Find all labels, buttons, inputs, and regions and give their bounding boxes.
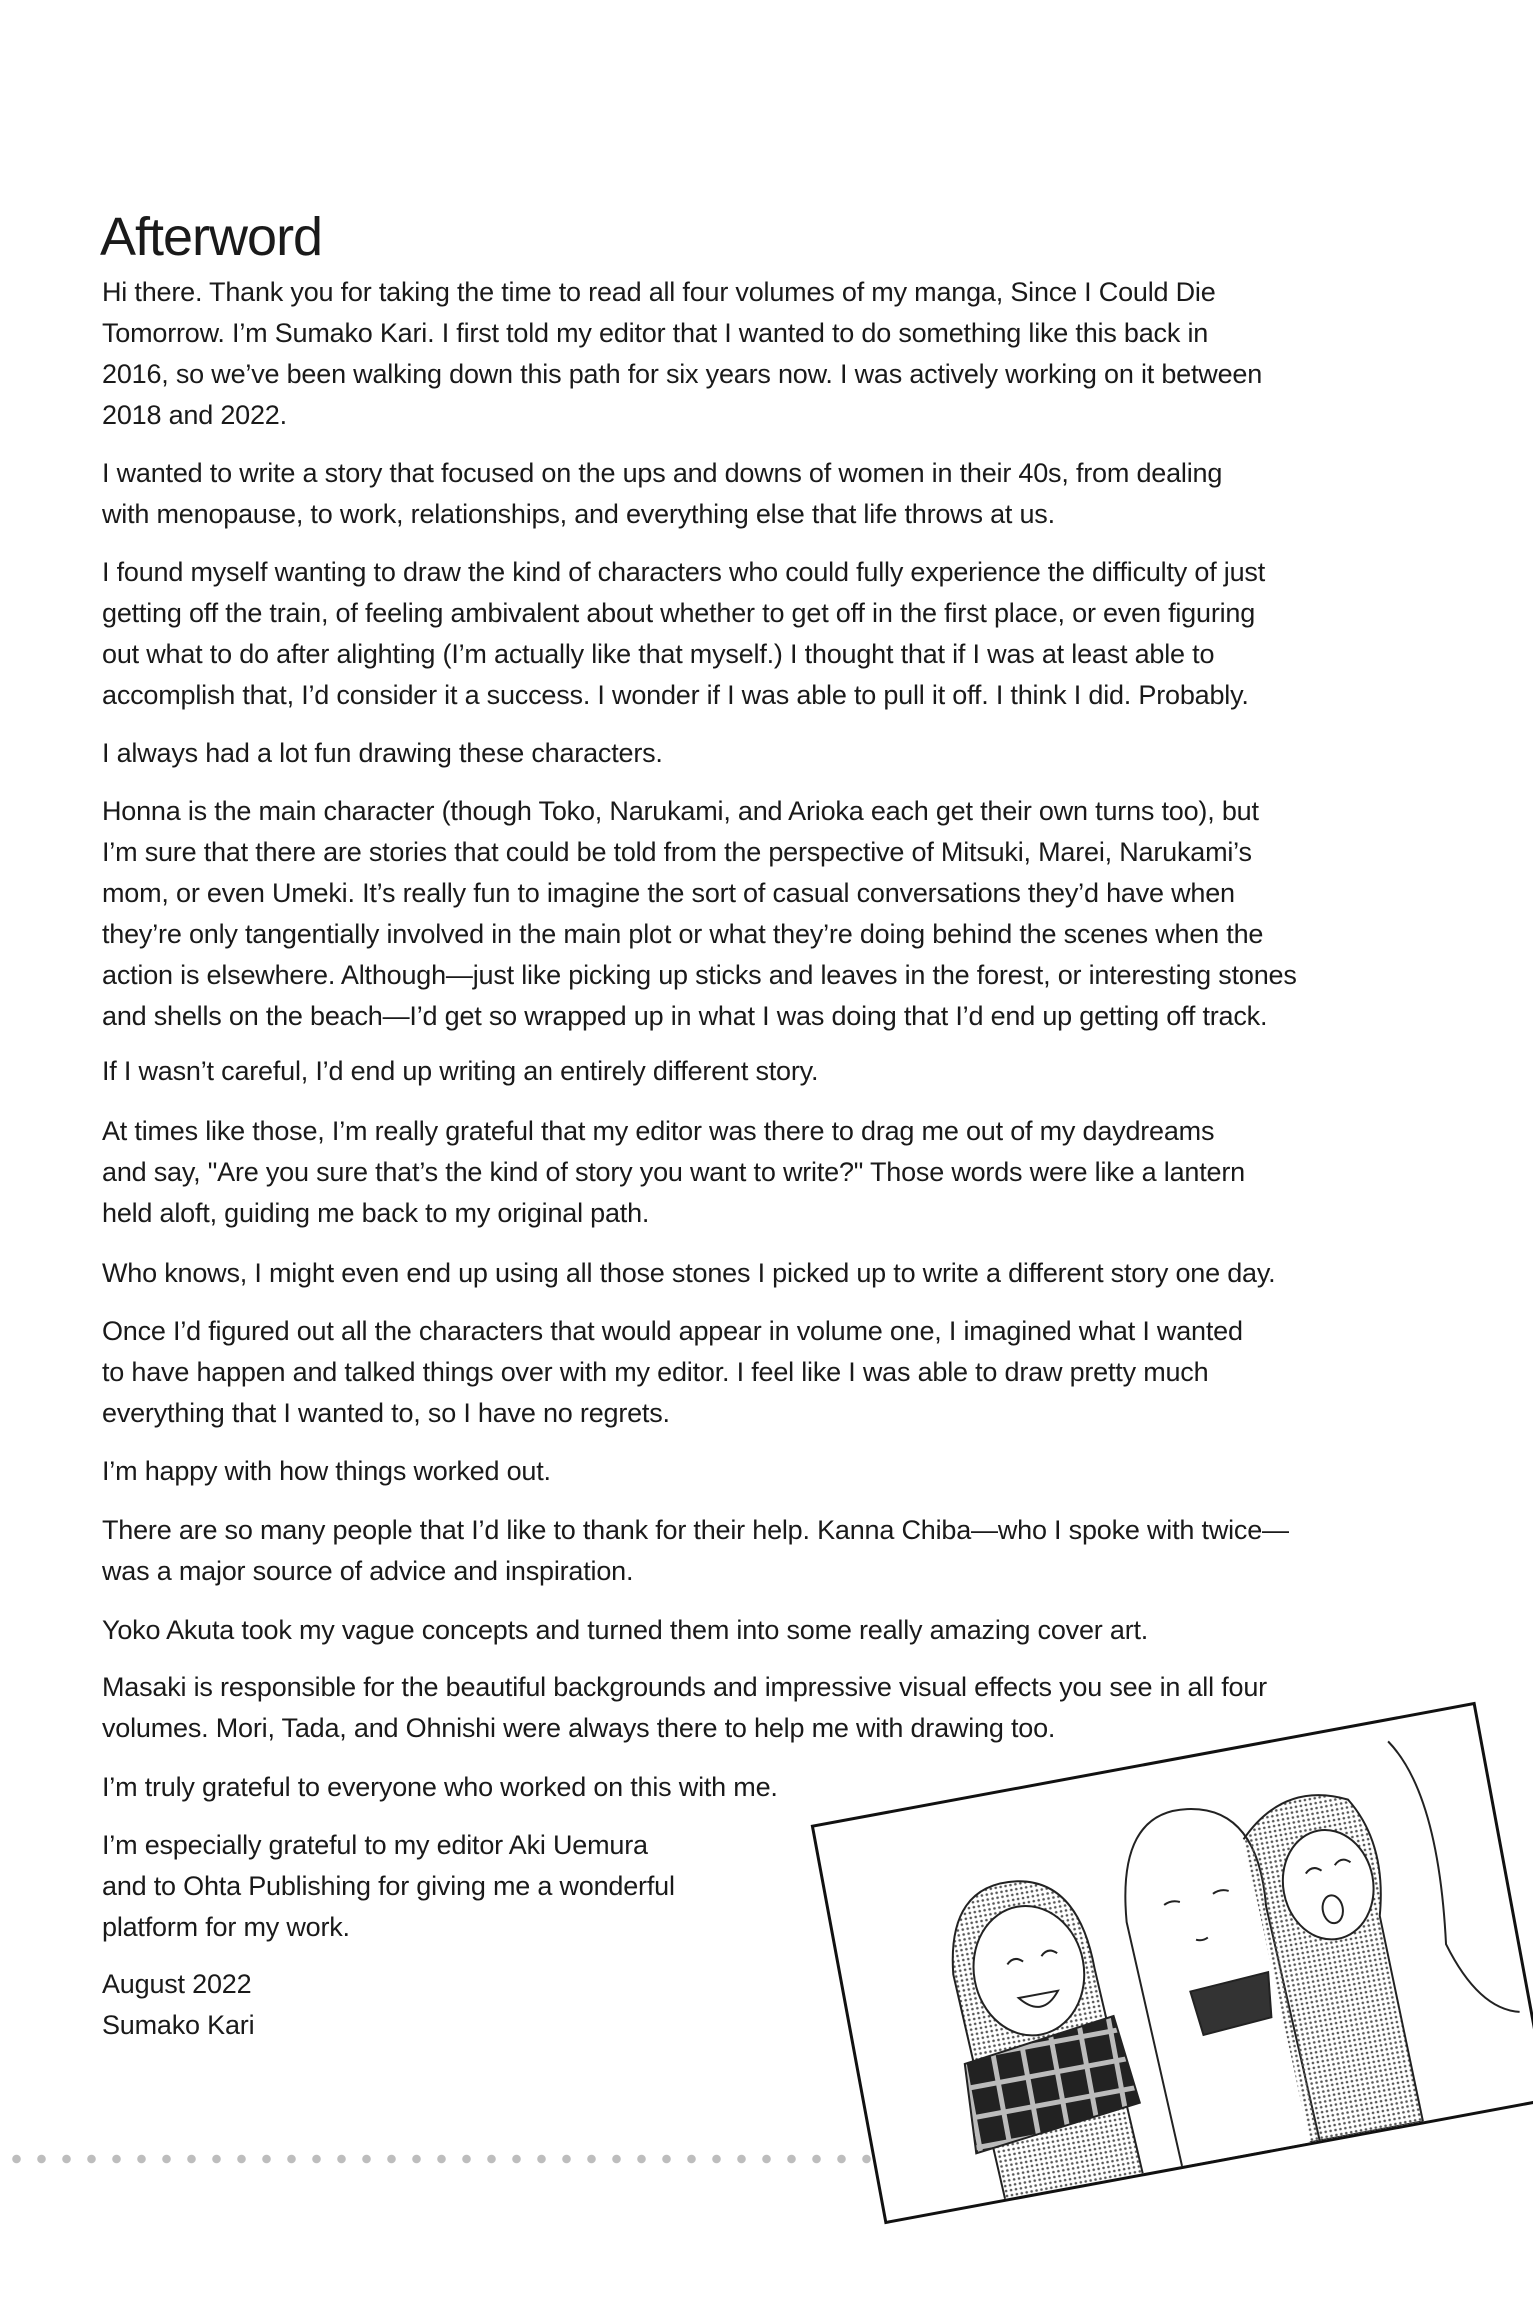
dotted-divider xyxy=(4,2153,880,2165)
paragraph-line: 2016, so we’ve been walking down this path for six years now. I was actively working on it between xyxy=(102,359,1263,389)
paragraph-line: Yoko Akuta took my vague concepts and turned them into some really amazing cover art. xyxy=(102,1615,1149,1645)
illustration-three-women xyxy=(811,1702,1533,2224)
paragraph-line: platform for my work. xyxy=(102,1912,350,1942)
paragraph-line: Honna is the main character (though Toko, Narukami, and Arioka each get their own turns too), but xyxy=(102,796,1259,826)
paragraph xyxy=(102,1767,778,1808)
paragraph xyxy=(102,1111,1245,1234)
paragraph-line: Tomorrow. I’m Sumako Kari. I first told my editor that I wanted to do something like this back in xyxy=(102,318,1209,348)
paragraph-line: and to Ohta Publishing for giving me a wonderful xyxy=(102,1871,675,1901)
paragraph xyxy=(102,552,1265,716)
author-name: Sumako Kari xyxy=(102,2010,255,2040)
paragraph-line: action is elsewhere. Although—just like picking up sticks and leaves in the forest, or interesting stones xyxy=(102,960,1297,990)
paragraph-line: If I wasn’t careful, I’d end up writing an entirely different story. xyxy=(102,1056,819,1086)
paragraph-line: out what to do after alighting (I’m actually like that myself.) I thought that if I was at least able to xyxy=(102,639,1215,669)
paragraph xyxy=(102,1667,1267,1749)
paragraph-line: Masaki is responsible for the beautiful backgrounds and impressive visual effects you see in all four xyxy=(102,1672,1267,1702)
paragraph-line: they’re only tangentially involved in the main plot or what they’re doing behind the scenes when the xyxy=(102,919,1264,949)
paragraph xyxy=(102,1051,818,1092)
paragraph xyxy=(102,1510,1289,1592)
paragraph-line: getting off the train, of feeling ambivalent about whether to get off in the first place, or even figuring xyxy=(102,598,1256,628)
paragraph xyxy=(102,1825,675,1948)
paragraph-line: with menopause, to work, relationships, and everything else that life throws at us. xyxy=(102,499,1055,529)
paragraph-line: I’m sure that there are stories that could be told from the perspective of Mitsuki, Marei, Narukami’s xyxy=(102,837,1252,867)
paragraph-line: mom, or even Umeki. It’s really fun to imagine the sort of casual conversations they’d have when xyxy=(102,878,1235,908)
paragraph-line: I’m truly grateful to everyone who worked on this with me. xyxy=(102,1772,778,1802)
paragraph-line: was a major source of advice and inspiration. xyxy=(102,1556,634,1586)
date: August 2022 xyxy=(102,1969,252,1999)
paragraph-line: I always had a lot fun drawing these characters. xyxy=(102,738,663,768)
paragraph-line: held aloft, guiding me back to my original path. xyxy=(102,1198,650,1228)
paragraph xyxy=(102,272,1262,436)
paragraph-line: and say, "Are you sure that’s the kind of story you want to write?" Those words were like a lantern xyxy=(102,1157,1245,1187)
paragraph-line: There are so many people that I’d like to thank for their help. Kanna Chiba—who I spoke with twice— xyxy=(102,1515,1289,1545)
paragraph xyxy=(102,791,1297,1037)
paragraph-line: to have happen and talked things over with my editor. I feel like I was able to draw pretty much xyxy=(102,1357,1209,1387)
paragraph-line: Who knows, I might even end up using all those stones I picked up to write a different story one day. xyxy=(102,1258,1276,1288)
paragraph xyxy=(102,733,663,774)
paragraph-line: accomplish that, I’d consider it a success. I wonder if I was able to pull it off. I think I did. Probably. xyxy=(102,680,1249,710)
page-title: Afterword xyxy=(100,207,323,268)
paragraph-line: At times like those, I’m really grateful that my editor was there to drag me out of my daydreams xyxy=(102,1116,1215,1146)
paragraph xyxy=(102,1311,1243,1434)
paragraph-line: 2018 and 2022. xyxy=(102,400,287,430)
paragraph xyxy=(102,1451,551,1492)
paragraph-line: and shells on the beach—I’d get so wrapped up in what I was doing that I’d end up getting off track. xyxy=(102,1001,1268,1031)
paragraph-line: volumes. Mori, Tada, and Ohnishi were always there to help me with drawing too. xyxy=(102,1713,1056,1743)
signature-block xyxy=(102,1964,254,2046)
paragraph-line: I’m happy with how things worked out. xyxy=(102,1456,551,1486)
paragraph-line: Hi there. Thank you for taking the time to read all four volumes of my manga, Since I Could Die xyxy=(102,277,1216,307)
paragraph-line: I’m especially grateful to my editor Aki Uemura xyxy=(102,1830,648,1860)
paragraph xyxy=(102,1253,1275,1294)
paragraph-line: I wanted to write a story that focused on the ups and downs of women in their 40s, from dealing xyxy=(102,458,1223,488)
illustration-drawing xyxy=(814,1705,1533,2220)
paragraph-line: I found myself wanting to draw the kind of characters who could fully experience the difficulty of just xyxy=(102,557,1266,587)
paragraph xyxy=(102,1610,1148,1651)
paragraph-line: Once I’d figured out all the characters that would appear in volume one, I imagined what I wanted xyxy=(102,1316,1243,1346)
paragraph-line: everything that I wanted to, so I have no regrets. xyxy=(102,1398,670,1428)
paragraph xyxy=(102,453,1222,535)
